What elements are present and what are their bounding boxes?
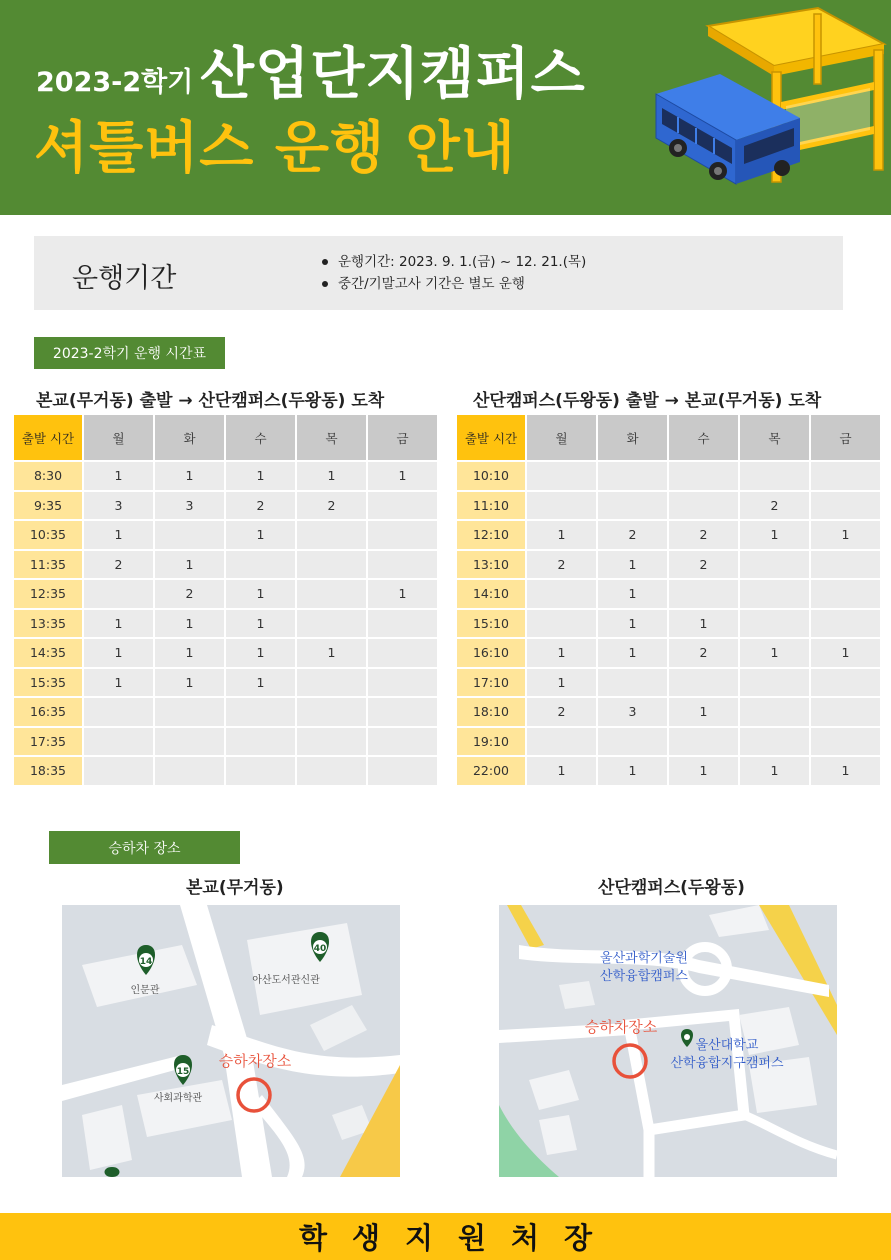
trip-count-cell: 1: [155, 551, 224, 579]
column-header: 목: [297, 415, 366, 460]
trip-count-cell: [368, 728, 437, 756]
trip-count-cell: [368, 610, 437, 638]
trip-count-cell: 2: [598, 521, 667, 549]
trip-count-cell: 3: [84, 492, 153, 520]
trip-count-cell: [527, 462, 596, 490]
trip-count-cell: 1: [84, 669, 153, 697]
table-row: [14, 610, 437, 638]
trip-count-cell: 1: [297, 639, 366, 667]
trip-count-cell: 3: [598, 698, 667, 726]
trip-count-cell: [669, 492, 738, 520]
timetable-header-row: [457, 415, 880, 460]
departure-time-cell: 10:10: [457, 462, 525, 490]
departure-time-cell: 12:35: [14, 580, 82, 608]
trip-count-cell: 1: [598, 757, 667, 785]
trip-count-cell: [297, 551, 366, 579]
trip-count-cell: [598, 492, 667, 520]
table-row: [14, 551, 437, 579]
trip-count-cell: [740, 551, 809, 579]
main-campus-map: [62, 905, 400, 1177]
trip-count-cell: 1: [740, 521, 809, 549]
trip-count-cell: 2: [226, 492, 295, 520]
stop-location-label: 승하차장소: [584, 1018, 658, 1036]
departure-time-cell: 12:10: [457, 521, 525, 549]
trip-count-cell: 1: [811, 639, 880, 667]
stop-location-section-tag: 승하차 장소: [49, 831, 240, 864]
departure-time-cell: 19:10: [457, 728, 525, 756]
trip-count-cell: [368, 639, 437, 667]
operation-period-box: [34, 236, 843, 310]
trip-count-cell: 1: [226, 610, 295, 638]
trip-count-cell: 1: [527, 521, 596, 549]
departure-time-cell: 18:35: [14, 757, 82, 785]
trip-count-cell: [297, 698, 366, 726]
column-header: 화: [155, 415, 224, 460]
departure-time-cell: 15:10: [457, 610, 525, 638]
industrial-campus-map-title: 산단캠퍼스(두왕동): [598, 878, 745, 898]
trip-count-cell: [368, 551, 437, 579]
trip-count-cell: 1: [155, 669, 224, 697]
trip-count-cell: [598, 728, 667, 756]
departure-time-cell: 17:10: [457, 669, 525, 697]
industrial-campus-map: [499, 905, 837, 1177]
trip-count-cell: 1: [368, 462, 437, 490]
departure-time-cell: 15:35: [14, 669, 82, 697]
trip-count-cell: 1: [155, 639, 224, 667]
trip-count-cell: [226, 551, 295, 579]
campus-label: 울산대학교: [695, 1038, 759, 1053]
departure-time-cell: 17:35: [14, 728, 82, 756]
table-row: [457, 728, 880, 756]
trip-count-cell: [669, 728, 738, 756]
trip-count-cell: [740, 698, 809, 726]
marker-number: 40: [313, 944, 327, 954]
trip-count-cell: [811, 610, 880, 638]
trip-count-cell: [84, 728, 153, 756]
table-row: [14, 757, 437, 785]
table-row: [14, 698, 437, 726]
trip-count-cell: 1: [226, 669, 295, 697]
trip-count-cell: 1: [155, 610, 224, 638]
trip-count-cell: [740, 462, 809, 490]
trip-count-cell: 1: [84, 462, 153, 490]
trip-count-cell: 1: [527, 669, 596, 697]
trip-count-cell: [297, 610, 366, 638]
trip-count-cell: [811, 728, 880, 756]
trip-count-cell: [84, 757, 153, 785]
trip-count-cell: 1: [84, 639, 153, 667]
column-header: 출발 시간: [457, 415, 525, 460]
trip-count-cell: 1: [84, 521, 153, 549]
semester-label: 2023-2학기: [36, 67, 194, 98]
table-row: [457, 610, 880, 638]
trip-count-cell: 2: [527, 551, 596, 579]
trip-count-cell: [811, 669, 880, 697]
trip-count-cell: [368, 492, 437, 520]
trip-count-cell: [297, 580, 366, 608]
trip-count-cell: 1: [155, 462, 224, 490]
trip-count-cell: 2: [155, 580, 224, 608]
trip-count-cell: [669, 462, 738, 490]
timetable-header-row: [14, 415, 437, 460]
trip-count-cell: [155, 698, 224, 726]
trip-count-cell: 2: [669, 639, 738, 667]
period-item: 운행기간: 2023. 9. 1.(금) ~ 12. 21.(목): [322, 251, 586, 273]
trip-count-cell: [527, 728, 596, 756]
trip-count-cell: 1: [368, 580, 437, 608]
column-header: 금: [811, 415, 880, 460]
page-subtitle: 셔틀버스 운행 안내: [34, 116, 516, 181]
stop-location-label: 승하차장소: [218, 1052, 292, 1070]
operation-period-list: [322, 251, 586, 295]
table-row: [457, 757, 880, 785]
trip-count-cell: [811, 551, 880, 579]
table-row: [14, 580, 437, 608]
footer-bar: [0, 1213, 891, 1260]
table-row: [457, 639, 880, 667]
trip-count-cell: 1: [297, 462, 366, 490]
table-row: [457, 580, 880, 608]
map-marker-icon: [105, 1167, 120, 1177]
trip-count-cell: [226, 757, 295, 785]
trip-count-cell: [84, 698, 153, 726]
campus-label: 산학융합지구캠퍼스: [670, 1056, 784, 1071]
trip-count-cell: [527, 610, 596, 638]
schedule-section-tag: 2023-2학기 운행 시간표: [34, 337, 225, 369]
trip-count-cell: [740, 728, 809, 756]
trip-count-cell: 1: [811, 757, 880, 785]
table-row: [457, 698, 880, 726]
table-row: [14, 639, 437, 667]
trip-count-cell: [740, 610, 809, 638]
trip-count-cell: [368, 521, 437, 549]
trip-count-cell: [811, 462, 880, 490]
trip-count-cell: [155, 728, 224, 756]
trip-count-cell: 1: [669, 610, 738, 638]
trip-count-cell: 2: [669, 521, 738, 549]
trip-count-cell: 2: [527, 698, 596, 726]
column-header: 금: [368, 415, 437, 460]
trip-count-cell: [527, 492, 596, 520]
departure-time-cell: 18:10: [457, 698, 525, 726]
trip-count-cell: 1: [598, 639, 667, 667]
trip-count-cell: [368, 669, 437, 697]
trip-count-cell: [598, 462, 667, 490]
departure-time-cell: 16:10: [457, 639, 525, 667]
building-label: 아산도서관신관: [252, 975, 320, 986]
trip-count-cell: 1: [527, 757, 596, 785]
table-row: [14, 492, 437, 520]
column-header: 수: [226, 415, 295, 460]
trip-count-cell: [297, 521, 366, 549]
trip-count-cell: [297, 728, 366, 756]
outbound-route-title: 본교(무거동) 출발 → 산단캠퍼스(두왕동) 도착: [36, 391, 385, 411]
trip-count-cell: [155, 757, 224, 785]
trip-count-cell: [598, 669, 667, 697]
building-label: 사회과학관: [153, 1093, 203, 1104]
column-header: 월: [527, 415, 596, 460]
departure-time-cell: 9:35: [14, 492, 82, 520]
departure-time-cell: 10:35: [14, 521, 82, 549]
trip-count-cell: 1: [598, 610, 667, 638]
trip-count-cell: 1: [226, 580, 295, 608]
marker-number: 14: [139, 957, 153, 967]
trip-count-cell: 1: [669, 698, 738, 726]
main-campus-map-title: 본교(무거동): [186, 878, 284, 898]
trip-count-cell: 1: [598, 580, 667, 608]
trip-count-cell: 1: [740, 757, 809, 785]
trip-count-cell: 1: [527, 639, 596, 667]
trip-count-cell: [297, 669, 366, 697]
campus-label: 울산과학기술원: [600, 951, 688, 966]
trip-count-cell: 1: [226, 462, 295, 490]
trip-count-cell: 3: [155, 492, 224, 520]
operation-period-label: 운행기간: [72, 263, 177, 294]
departure-time-cell: 22:00: [457, 757, 525, 785]
table-row: [457, 669, 880, 697]
trip-count-cell: 2: [669, 551, 738, 579]
table-row: [14, 462, 437, 490]
departure-time-cell: 11:35: [14, 551, 82, 579]
departure-time-cell: 14:10: [457, 580, 525, 608]
trip-count-cell: 2: [297, 492, 366, 520]
column-header: 출발 시간: [14, 415, 82, 460]
issuer-name: 학생지원처장: [298, 1221, 618, 1255]
departure-time-cell: 11:10: [457, 492, 525, 520]
trip-count-cell: 1: [226, 521, 295, 549]
departure-time-cell: 13:35: [14, 610, 82, 638]
table-row: [14, 521, 437, 549]
departure-time-cell: 14:35: [14, 639, 82, 667]
trip-count-cell: [226, 728, 295, 756]
trip-count-cell: 1: [598, 551, 667, 579]
table-row: [457, 551, 880, 579]
trip-count-cell: 2: [84, 551, 153, 579]
departure-time-cell: 16:35: [14, 698, 82, 726]
trip-count-cell: 1: [84, 610, 153, 638]
trip-count-cell: 2: [740, 492, 809, 520]
departure-time-cell: 13:10: [457, 551, 525, 579]
trip-count-cell: 1: [669, 757, 738, 785]
column-header: 월: [84, 415, 153, 460]
trip-count-cell: 1: [811, 521, 880, 549]
trip-count-cell: [368, 757, 437, 785]
trip-count-cell: [669, 669, 738, 697]
trip-count-cell: [740, 580, 809, 608]
trip-count-cell: [811, 580, 880, 608]
inbound-timetable: [455, 413, 882, 787]
trip-count-cell: [226, 698, 295, 726]
trip-count-cell: [811, 492, 880, 520]
header-banner: [0, 0, 891, 215]
table-row: [14, 669, 437, 697]
bus-stop-illustration: [648, 6, 888, 196]
page-title: 산업단지캠퍼스: [200, 42, 586, 107]
trip-count-cell: 1: [740, 639, 809, 667]
table-row: [14, 728, 437, 756]
trip-count-cell: [368, 698, 437, 726]
trip-count-cell: [740, 669, 809, 697]
trip-count-cell: [155, 521, 224, 549]
trip-count-cell: [669, 580, 738, 608]
trip-count-cell: 1: [226, 639, 295, 667]
column-header: 목: [740, 415, 809, 460]
trip-count-cell: [527, 580, 596, 608]
column-header: 수: [669, 415, 738, 460]
table-row: [457, 462, 880, 490]
inbound-route-title: 산단캠퍼스(두왕동) 출발 → 본교(무거동) 도착: [473, 391, 822, 411]
column-header: 화: [598, 415, 667, 460]
outbound-timetable: [12, 413, 439, 787]
departure-time-cell: 8:30: [14, 462, 82, 490]
trip-count-cell: [811, 698, 880, 726]
table-row: [457, 521, 880, 549]
trip-count-cell: [297, 757, 366, 785]
table-row: [457, 492, 880, 520]
marker-number: 15: [176, 1067, 190, 1077]
building-label: 인문관: [130, 985, 160, 996]
campus-label: 산학융합캠퍼스: [600, 969, 688, 984]
trip-count-cell: [84, 580, 153, 608]
period-item: 중간/기말고사 기간은 별도 운행: [322, 273, 586, 295]
